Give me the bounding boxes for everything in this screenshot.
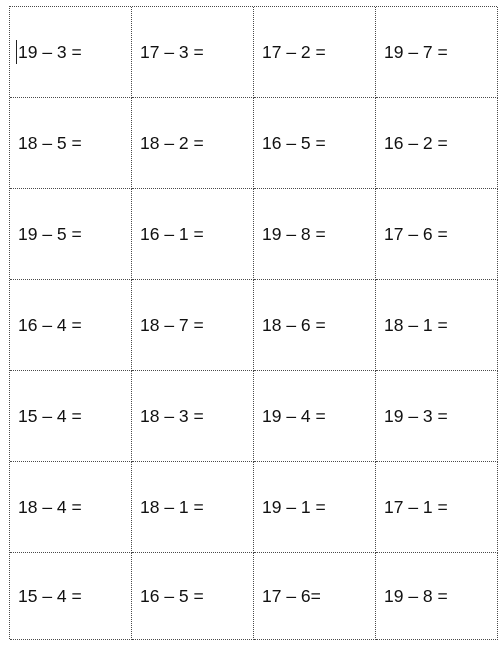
problem-text: 16 – 5 =	[262, 132, 326, 153]
table-cell[interactable]	[376, 280, 498, 371]
table-cell[interactable]	[376, 553, 498, 640]
table-cell[interactable]	[10, 462, 132, 553]
problem-text: 18 – 6 =	[262, 314, 326, 335]
table-cell[interactable]	[254, 7, 376, 98]
table-cell[interactable]	[376, 371, 498, 462]
problem-text: 19 – 8 =	[384, 585, 448, 606]
problem-text: 16 – 5 =	[140, 585, 204, 606]
problem-text: 15 – 4 =	[18, 405, 82, 426]
table-cell[interactable]	[132, 7, 254, 98]
table-cell[interactable]	[254, 462, 376, 553]
table-cell[interactable]	[254, 371, 376, 462]
problem-text: 19 – 4 =	[262, 405, 326, 426]
problem-text: 18 – 1 =	[384, 314, 448, 335]
text-cursor	[16, 40, 17, 64]
problem-text: 15 – 4 =	[18, 585, 82, 606]
table-cell[interactable]	[132, 553, 254, 640]
table-cell[interactable]	[254, 280, 376, 371]
table-cell[interactable]	[254, 553, 376, 640]
table-cell[interactable]	[10, 189, 132, 280]
table-cell[interactable]	[10, 553, 132, 640]
table-cell[interactable]	[376, 7, 498, 98]
problem-text: 16 – 2 =	[384, 132, 448, 153]
problem-text: 19 – 3 =	[384, 405, 448, 426]
problem-text: 19 – 5 =	[18, 223, 82, 244]
problem-text: 18 – 4 =	[18, 496, 82, 517]
problem-text: 17 – 6=	[262, 585, 321, 606]
table-cell[interactable]	[132, 280, 254, 371]
table-cell[interactable]	[132, 189, 254, 280]
problem-text: 19 – 3 =	[18, 41, 82, 62]
problem-text: 17 – 6 =	[384, 223, 448, 244]
problem-text: 17 – 2 =	[262, 41, 326, 62]
table-cell[interactable]	[10, 280, 132, 371]
problem-text: 17 – 3 =	[140, 41, 204, 62]
problem-text: 18 – 3 =	[140, 405, 204, 426]
problem-text: 18 – 2 =	[140, 132, 204, 153]
table-cell[interactable]	[10, 7, 132, 98]
table-cell[interactable]	[10, 98, 132, 189]
table-cell[interactable]	[132, 462, 254, 553]
problem-text: 19 – 7 =	[384, 41, 448, 62]
subtraction-worksheet-table	[9, 6, 497, 639]
table-cell[interactable]	[376, 98, 498, 189]
problem-text: 18 – 5 =	[18, 132, 82, 153]
problem-text: 18 – 7 =	[140, 314, 204, 335]
table-cell[interactable]	[254, 189, 376, 280]
problem-text: 17 – 1 =	[384, 496, 448, 517]
problem-text: 19 – 8 =	[262, 223, 326, 244]
problem-text: 16 – 4 =	[18, 314, 82, 335]
table-cell[interactable]	[254, 98, 376, 189]
table-cell[interactable]	[132, 371, 254, 462]
table-cell[interactable]	[376, 462, 498, 553]
table-cell[interactable]	[132, 98, 254, 189]
problem-text: 18 – 1 =	[140, 496, 204, 517]
table-cell[interactable]	[376, 189, 498, 280]
problem-text: 19 – 1 =	[262, 496, 326, 517]
table-cell[interactable]	[10, 371, 132, 462]
problem-text: 16 – 1 =	[140, 223, 204, 244]
